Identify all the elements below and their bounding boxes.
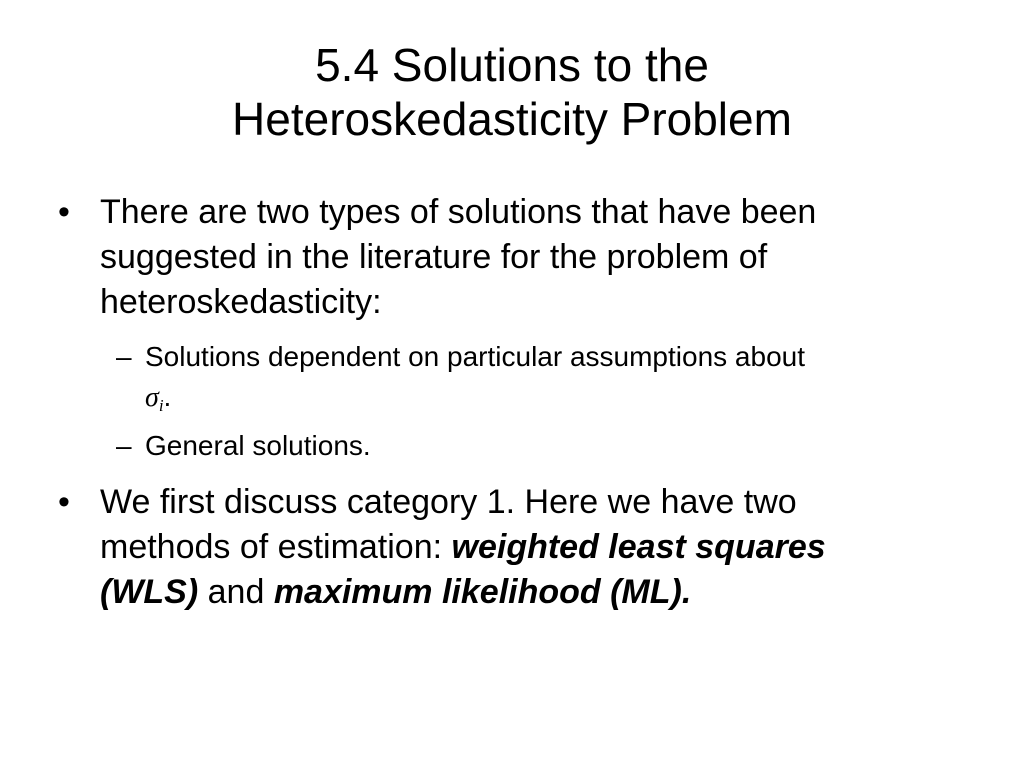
bullet-1-line-2: suggested in the literature for the problem of — [100, 238, 768, 276]
bullet-2-line-2 — [100, 525, 968, 570]
bullet-2-plain-text: methods of estimation: — [100, 528, 452, 566]
wls-emphasis: weighted least squares — [451, 528, 826, 566]
wls-abbrev-emphasis: (WLS) — [100, 573, 199, 611]
title-line-2: Heteroskedasticity Problem — [232, 93, 792, 145]
title-line-1: 5.4 Solutions to the — [315, 39, 709, 91]
sub-bullet-item-2 — [58, 426, 968, 466]
slide-body — [58, 190, 968, 615]
bullet-item-1 — [58, 190, 968, 325]
and-text: and — [198, 573, 274, 611]
sub-bullet-1-period: . — [163, 381, 172, 412]
bullet-icon: • — [58, 193, 70, 231]
bullet-item-2 — [58, 480, 968, 615]
bullet-2-line-1: We first discuss category 1. Here we have two — [100, 483, 797, 521]
sigma-subscript: i — [158, 396, 164, 415]
dash-icon: – — [116, 341, 132, 372]
slide-title — [60, 38, 964, 146]
sub-bullet-2-text: General solutions. — [145, 430, 371, 461]
sub-bullet-item-1 — [58, 337, 968, 426]
sub-bullet-1-line-1: Solutions dependent on particular assumptions about — [145, 341, 805, 372]
dash-icon: – — [116, 430, 132, 461]
bullet-1-line-3: heteroskedasticity: — [100, 283, 382, 321]
bullet-2-line-3 — [100, 570, 968, 615]
bullet-1-line-1: There are two types of solutions that have been — [100, 193, 817, 231]
ml-emphasis: maximum likelihood (ML). — [273, 573, 692, 611]
sigma-symbol: σ — [145, 382, 159, 413]
sub-bullet-1-line-2 — [145, 377, 968, 426]
bullet-icon: • — [58, 483, 70, 521]
